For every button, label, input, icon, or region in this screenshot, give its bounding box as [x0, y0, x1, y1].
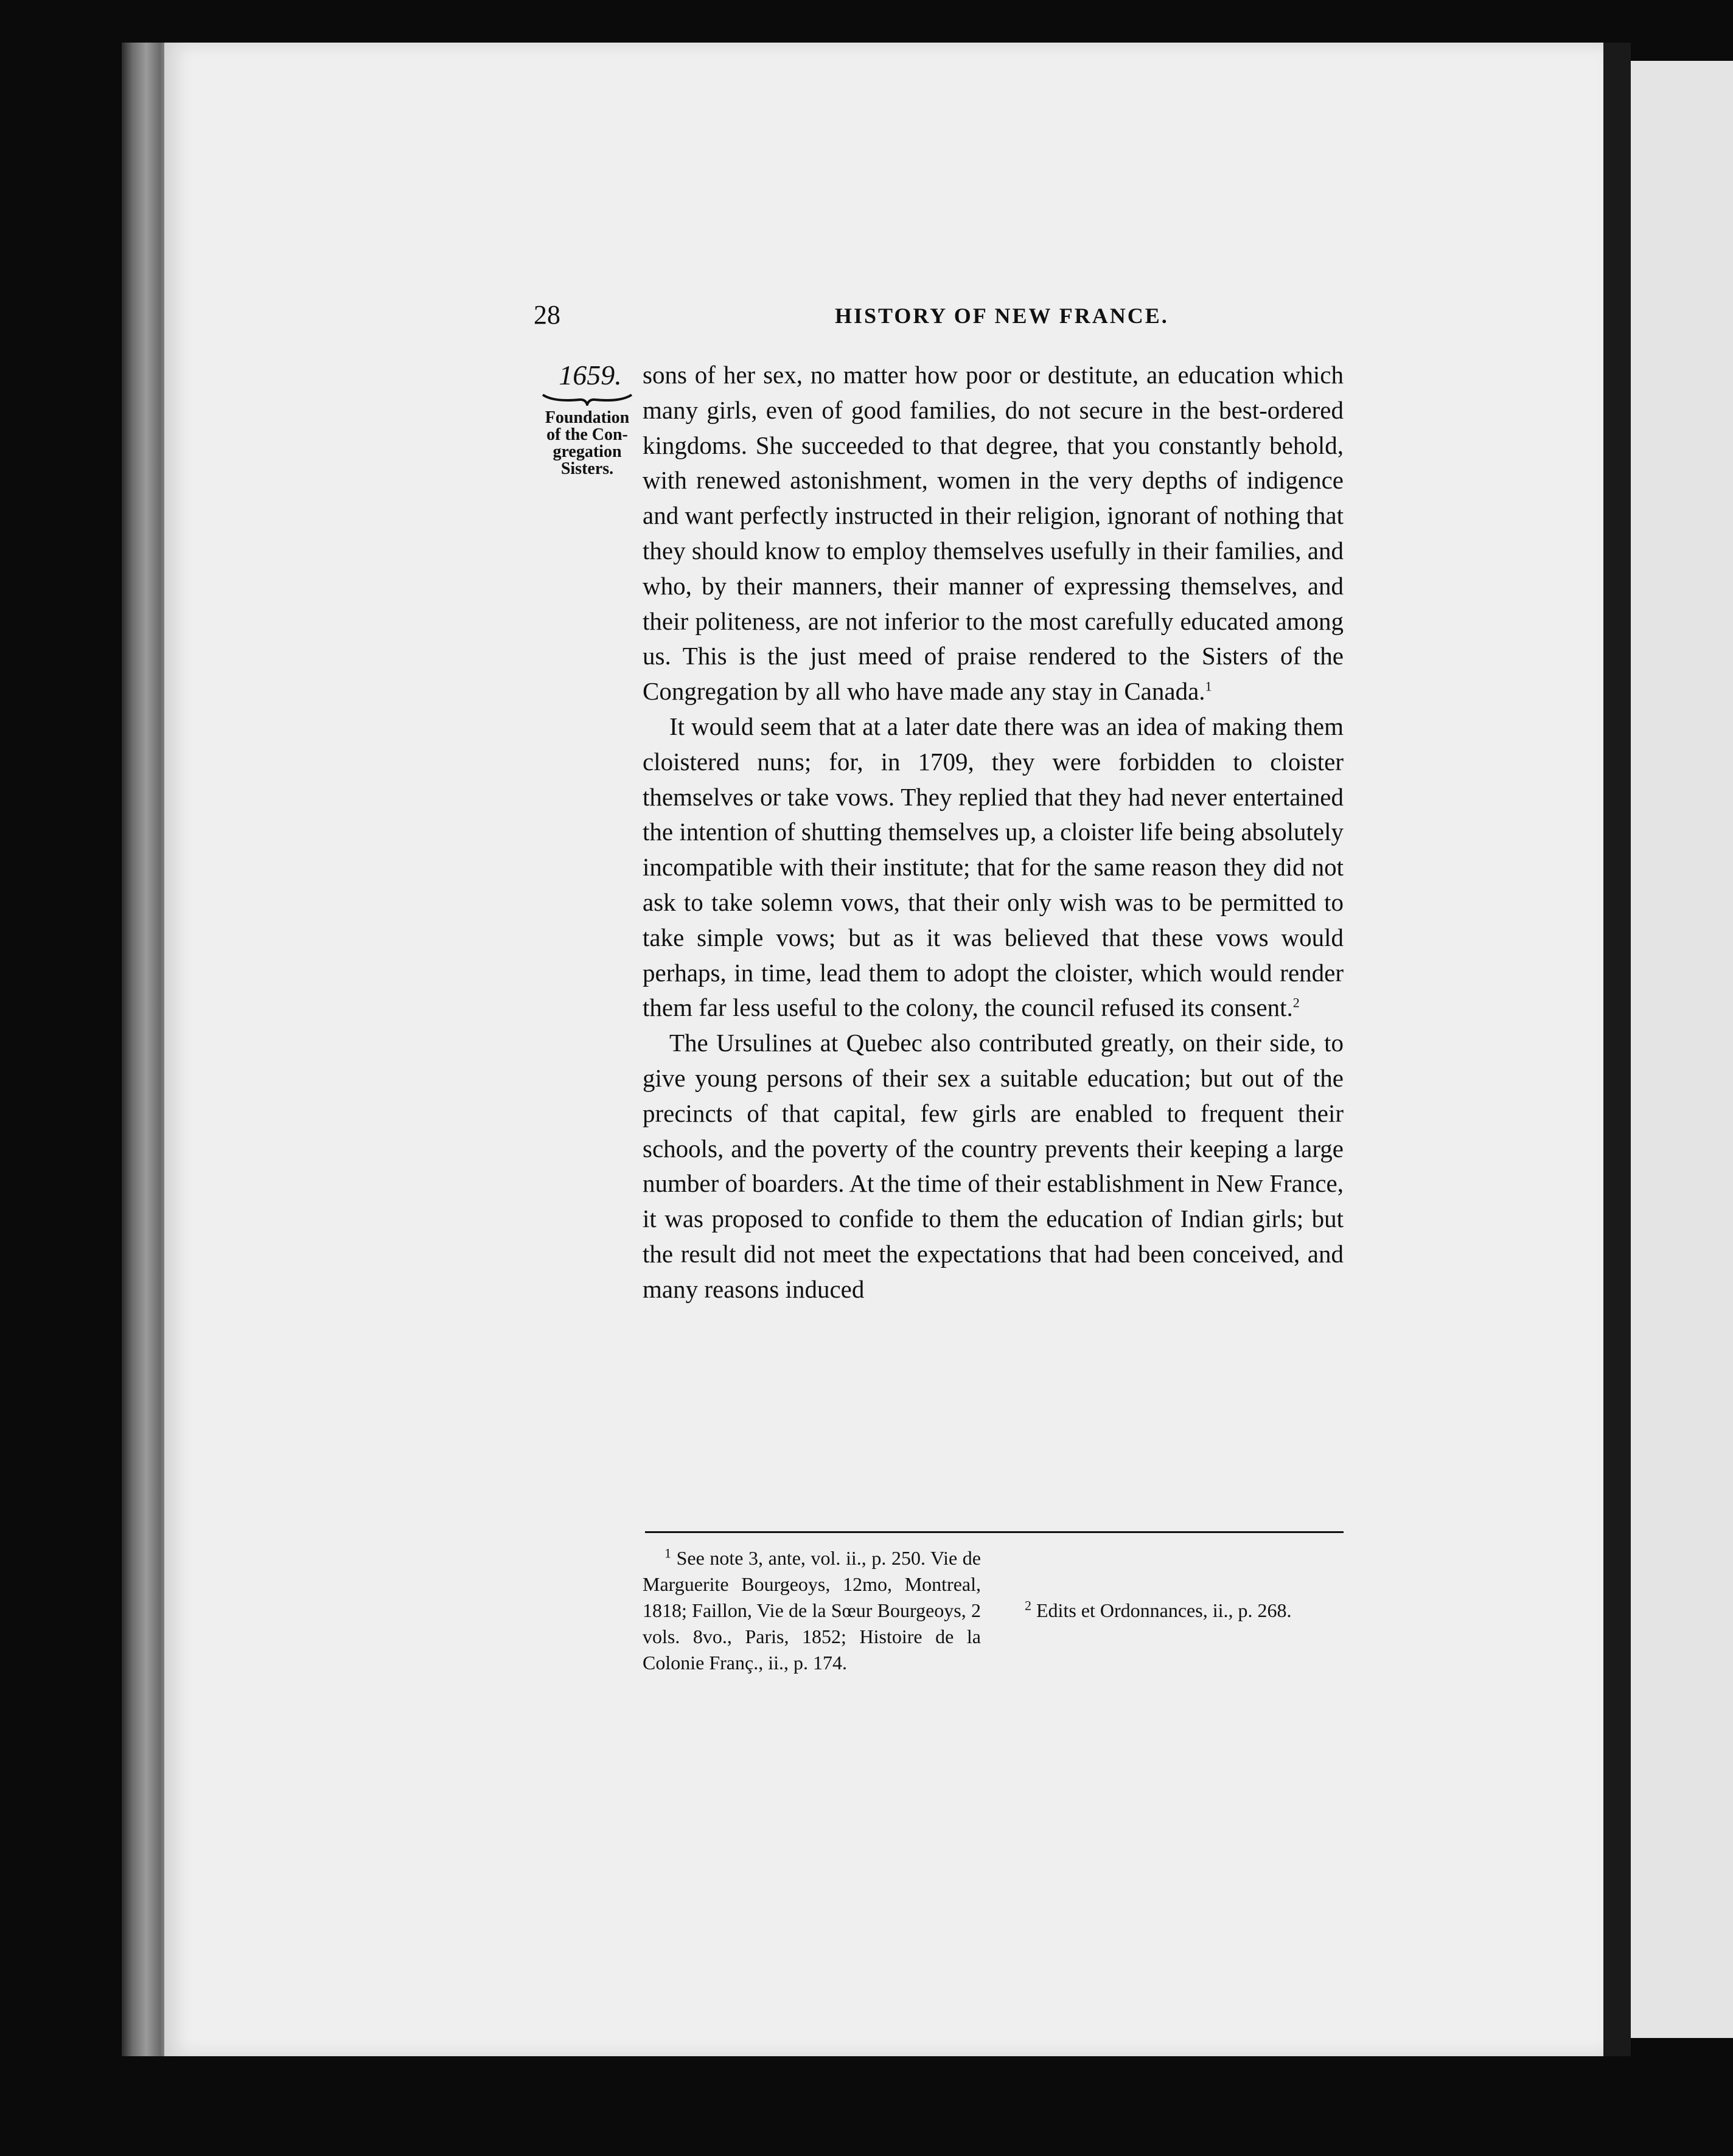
footnote-text: See note 3, ante, vol. ii., p. 250. Vie de Marguerite Bourgeoys, 12mo, Montreal, 1818; Faillon, Vie de la Sœur Bourgeoys, 2 vols. 8vo., Paris, 1852; Histoire de la Colonie Franç., ii., p. 174. [643, 1547, 982, 1674]
footnote-mark: 2 [1025, 1598, 1031, 1613]
margin-note-line: Sisters. [560, 459, 614, 478]
adjacent-page-edge [1631, 61, 1733, 2038]
page-number: 28 [534, 300, 560, 330]
paragraph [643, 358, 1344, 709]
footnote-ref: 1 [1205, 678, 1212, 694]
margin-year: 1659. [559, 360, 622, 391]
footnotes-column-2 [1003, 1545, 1344, 1624]
footnote-mark: 1 [664, 1545, 671, 1561]
paragraph [643, 1026, 1344, 1307]
footnote [1003, 1598, 1344, 1624]
footnote-divider [645, 1531, 1344, 1533]
paragraph-text: sons of her sex, no matter how poor or destitute, an education which many girls, even of good families, do not secure in the best-ordered kingdoms. She succeeded to that degree, that you constantly behold, with renewed astonishment, women in the very depths of indigence and want perfectly instructed in their religion, ignorant of nothing that they should know to employ themselves usefully in their families, and who, by their manners, their manner of expressing themselves, and their politeness, are not inferior to the most carefully educated among us. This is the just meed of praise rendered to the Sisters of the Congregation by all who have made any stay in Canada. [643, 361, 1344, 706]
margin-note-line: gregation [553, 442, 622, 461]
margin-note-line: of the Con- [546, 425, 628, 444]
footnote-text: Edits et Ordonnances, ii., p. 268. [1036, 1599, 1292, 1621]
page-gutter [1603, 43, 1631, 2056]
brace-ornament [542, 392, 633, 406]
body-text [643, 358, 1344, 1307]
margin-note-line: Foundation [545, 408, 630, 427]
paragraph [643, 709, 1344, 1026]
footnotes-column [643, 1545, 981, 1676]
footnote [643, 1545, 981, 1676]
footnote-ref: 2 [1292, 995, 1300, 1010]
running-head: HISTORY OF NEW FRANCE. [835, 304, 1169, 328]
paragraph-text: The Ursulines at Quebec also contributed greatly, on their side, to give young persons of their sex a suitable education; but out of the precincts of that capital, few girls are enabled to frequent their schools, and the poverty of the country prevents their keeping a large number of boarders. At the time of their establishment in New France, it was proposed to confide to them the education of Indian girls; but the result did not meet the expectations that had been conceived, and many reasons induced [643, 1029, 1344, 1303]
paragraph-text: It would seem that at a later date there was an idea of making them cloistered nuns; for, in 1709, they were forbidden to cloister themselves or take vows. They replied that they had never entertained the intention of shutting themselves up, a cloister life being absolutely incompatible with their institute; that for the same reason they did not ask to take solemn vows, that their only wish was to be permitted to take simple vows; but as it was believed that these vows would perhaps, in time, lead them to adopt the cloister, which would render them far less useful to the colony, the council refused its consent. [643, 712, 1344, 1022]
marginal-note [535, 359, 639, 478]
margin-note-text [535, 409, 639, 478]
